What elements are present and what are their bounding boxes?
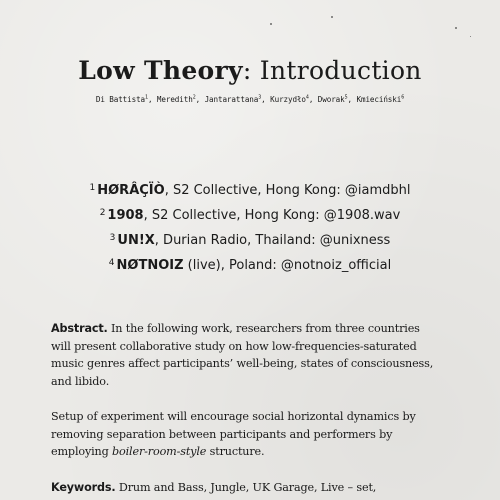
setup-paragraph	[51, 408, 451, 461]
author-index: 2	[192, 94, 196, 100]
affiliation-detail: , Durian Radio, Thailand: @unixness	[154, 233, 391, 248]
author-separator: ,	[347, 94, 357, 104]
paper-speck	[470, 36, 471, 37]
setup-line: Setup of experiment will encourage social horizontal dynamics by	[51, 410, 416, 423]
abstract-paragraph	[51, 320, 451, 390]
author-name: Jantarattana	[204, 94, 259, 104]
author-name: Kmieciński	[356, 94, 402, 104]
author-separator: ,	[308, 94, 318, 104]
paper-speck	[270, 23, 272, 25]
affiliation-name: NØTNOIZ	[116, 258, 184, 273]
abstract-label: Abstract.	[51, 322, 108, 335]
title-subtitle: : Introduction	[242, 56, 422, 85]
author-name: Meredith	[156, 94, 193, 104]
author-separator: ,	[261, 94, 271, 104]
author	[157, 95, 205, 104]
setup-text: structure.	[206, 445, 265, 458]
affiliation-item	[0, 177, 500, 202]
author-separator: ,	[195, 94, 205, 104]
author-index: 1	[145, 94, 148, 100]
affiliation-item	[0, 252, 500, 277]
setup-emphasis: boiler-room-style	[112, 445, 207, 458]
affiliation-detail: , S2 Collective, Hong Kong: @1908.wav	[143, 208, 401, 223]
author-index: 5	[344, 94, 348, 100]
keywords-paragraph	[51, 479, 451, 497]
author-index: 6	[401, 94, 405, 100]
author-list	[0, 94, 500, 104]
affiliation-detail: (live), Poland: @notnoiz_official	[183, 258, 392, 273]
author-separator: ,	[147, 94, 157, 104]
keywords-label: Keywords.	[51, 481, 116, 494]
abstract-line: will present collaborative study on how low-frequencies-saturated	[51, 339, 417, 353]
paper-speck	[331, 16, 333, 18]
author	[357, 95, 405, 104]
author	[205, 95, 271, 104]
affiliation-index: 2	[99, 208, 106, 218]
author-index: 4	[305, 94, 309, 100]
affiliation-name: HØRÂÇÏÒ	[97, 183, 165, 198]
affiliation-item	[0, 202, 500, 227]
affiliation-name: UN!X	[117, 233, 155, 248]
abstract-line	[51, 320, 451, 338]
paper-speck	[455, 27, 457, 29]
title-main: Low Theory	[78, 56, 243, 85]
author	[96, 95, 157, 104]
affiliation-item	[0, 227, 500, 252]
setup-line: removing separation between participants and performers by	[51, 427, 393, 441]
author-name: Kurzydło	[270, 94, 306, 104]
keywords-text: Drum and Bass, Jungle, UK Garage, Live – set,	[115, 481, 377, 494]
abstract-text: In the following work, researchers from three countries	[107, 322, 420, 335]
author-name: Di Battista	[95, 94, 146, 104]
affiliation-list	[0, 177, 500, 277]
setup-line	[51, 443, 451, 461]
author	[318, 95, 357, 104]
affiliation-index: 1	[89, 183, 96, 193]
author-name: Dworak	[317, 94, 345, 104]
author	[270, 95, 318, 104]
paper-title	[0, 56, 500, 85]
author-index: 3	[258, 94, 262, 100]
affiliation-index: 4	[108, 258, 115, 268]
affiliation-index: 3	[109, 233, 116, 243]
affiliation-detail: , S2 Collective, Hong Kong: @iamdbhl	[164, 183, 411, 198]
setup-text: employing	[51, 445, 113, 458]
affiliation-name: 1908	[107, 208, 144, 223]
abstract-line: music genres affect participants’ well-being, states of consciousness,	[51, 357, 434, 370]
abstract-line: and libido.	[51, 374, 110, 388]
